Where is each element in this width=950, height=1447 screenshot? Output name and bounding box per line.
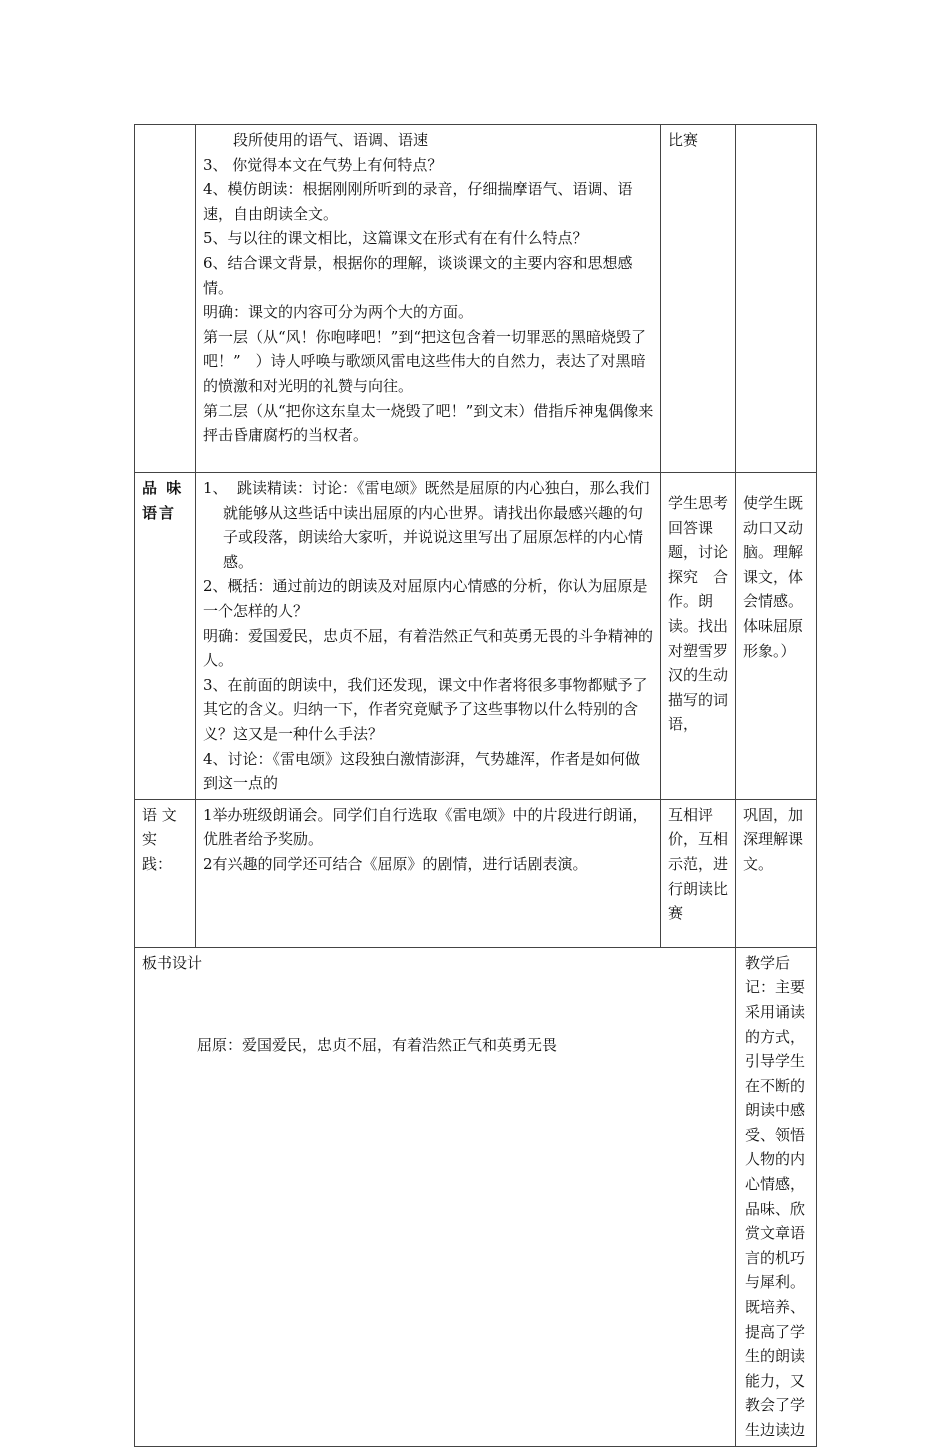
row-language-practice — [135, 799, 817, 947]
row2-line: 明确：爱国爱民，忠贞不屈，有着浩然正气和英勇无畏的斗争精神的人。 — [203, 626, 654, 670]
row1-line: 5、与以往的课文相比，这篇课文在形式有在有什么特点？ — [203, 229, 588, 248]
row3-purpose-cell — [736, 799, 817, 947]
purpose-text: 巩固，加深理解课文。 — [743, 805, 804, 873]
row1-line: 明确：课文的内容可分为两个大的方面。 — [203, 303, 474, 322]
row2-item-1 — [203, 476, 654, 574]
teaching-notes-cell — [736, 947, 817, 1446]
row3-line: 2有兴趣的同学还可结合《屈原》的剧情，进行话剧表演。 — [203, 854, 588, 873]
section-label: 品 味语言 — [142, 479, 184, 522]
row1-line: 段所使用的语气、语调、语速 — [233, 131, 429, 149]
teaching-notes-text: 教学后记：主要采用诵读的方式，引导学生在不断的朗读中感受、领悟人物的内心情感，品味、欣赏文章语言的机巧与犀利。既培养、提高了学生的朗读能力，又教会了学生边读边 — [745, 953, 806, 1439]
row3-label-cell — [135, 799, 196, 947]
row1-line: 3、 你觉得本文在气势上有何特点？ — [203, 155, 443, 174]
lesson-plan-table — [134, 124, 817, 1447]
row-language-appreciation — [135, 473, 817, 800]
row1-line: 第二层（从“把你这东皇太一烧毁了吧！”到文末）借指斥神鬼偶像来抨击昏庸腐朽的当权者。 — [203, 401, 654, 445]
item-number: 1、 — [203, 479, 228, 497]
row3-line: 1举办班级朗诵会。同学们自行选取《雷电颂》中的片段进行朗诵，优胜者给予奖励。 — [203, 805, 648, 849]
row1-line: 4、模仿朗读：根据刚刚所听到的录音，仔细揣摩语气、语调、语速，自由朗读全文。 — [203, 180, 633, 223]
section-label: 语 文 实 践： — [142, 805, 177, 873]
board-design-cell — [135, 947, 736, 1446]
item-text: 跳读精读：讨论：《雷电颂》既然是屈原的内心独白，那么我们就能够从这些话中读出屈原的内心世界。请找出你最感兴趣的句子或段落，朗读给大家听，并说说这里写出了屈原怎样的内心情感。 — [223, 479, 650, 571]
row1-label-cell — [135, 125, 196, 473]
row1-activity-cell: 比赛 — [661, 125, 736, 473]
row2-purpose-cell — [736, 473, 817, 800]
row-reading-continued — [135, 125, 817, 473]
activity-text: 互相评价，互相 示范，进行朗读比赛 — [668, 805, 744, 923]
row-board-design — [135, 947, 817, 1446]
row1-line: 第一层（从“风！你咆哮吧！”到“把这包含着一切罪恶的黑暗烧毁了吧！” ）诗人呼唤与歌颂风雷电这些伟大的自然力，表达了对黑暗的愤激和对光明的礼赞与向往。 — [203, 327, 647, 395]
row3-content-cell — [196, 799, 661, 947]
activity-text: 学生思考回答课题，讨论探究 合作。朗读。找出对塑雪罗汉的生动描写的词语， — [668, 494, 729, 734]
row2-line: 2、概括：通过前边的朗读及对屈原内心情感的分析，你认为屈原是一个怎样的人？ — [203, 577, 648, 620]
row1-content-cell — [196, 125, 661, 473]
row1-purpose-cell — [736, 125, 817, 473]
row2-line: 4、讨论：《雷电颂》这段独白激情澎湃，气势雄浑，作者是如何做到这一点的 — [203, 749, 641, 793]
purpose-text: 使学生既动口又动脑。理解课文，体会情感。体味屈原形象。） — [743, 494, 804, 660]
row2-activity-cell — [661, 473, 736, 800]
board-design-title: 板书设计 — [142, 953, 203, 972]
row3-activity-cell — [661, 799, 744, 947]
row2-label-cell — [135, 473, 196, 800]
row2-content-cell — [196, 473, 661, 800]
board-design-text: 屈原：爱国爱民，忠贞不屈，有着浩然正气和英勇无畏 — [197, 1036, 558, 1055]
row2-line: 3、在前面的朗读中，我们还发现，课文中作者将很多事物都赋予了其它的含义。归纳一下，作者究竟赋予了这些事物以什么特别的含义？这又是一种什么手法？ — [203, 675, 648, 743]
row1-line: 6、结合课文背景，根据你的理解，谈谈课文的主要内容和思想感情。 — [203, 253, 633, 297]
